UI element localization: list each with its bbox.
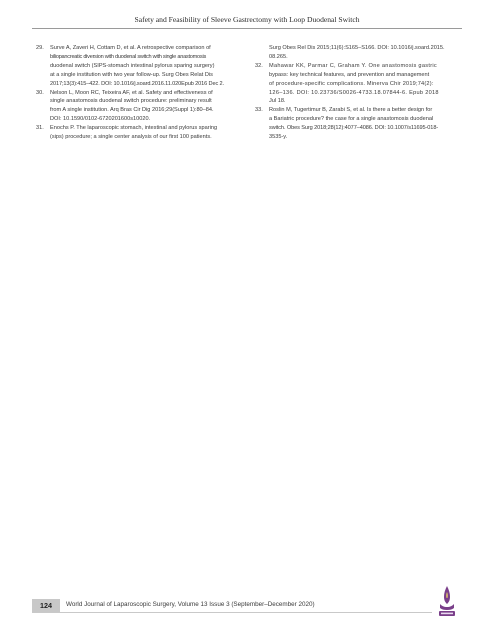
- reference-31: [36, 124, 238, 142]
- page-number: 124: [32, 599, 60, 612]
- reference-line: a Bariatric procedure? the case for a single anastomosis duodenal: [269, 116, 434, 123]
- header-divider: [32, 28, 462, 29]
- journal-citation: World Journal of Laparoscopic Surgery, Volume 13 Issue 3 (September–December 2020): [66, 601, 315, 608]
- reference-line: Enochs P. The laparoscopic stomach, intestinal and pylorus sparing: [50, 125, 218, 132]
- reference-number: 33.: [255, 107, 263, 114]
- reference-29: [36, 44, 238, 89]
- reference-number: 30.: [36, 89, 44, 96]
- reference-30: [36, 89, 238, 125]
- reference-column-left: [36, 44, 238, 142]
- reference-number: 31.: [36, 125, 44, 132]
- footer-divider: [32, 612, 432, 613]
- reference-line: Nelson L, Moon RC, Teixeira AF, et al. Safety and effectiveness of: [50, 89, 213, 96]
- reference-line: Jul 18.: [269, 98, 286, 105]
- reference-column-right: [255, 44, 463, 142]
- reference-line: at a single institution with two year follow-up. Surg Obes Relat Dis: [50, 71, 213, 78]
- reference-line: single anastomosis duodenal switch procedure: preliminary result: [50, 98, 212, 105]
- reference-line: 08.265.: [269, 53, 288, 60]
- reference-line: from A single institution. Arq Bras Cir Dig 2016;29(Suppl 1):80–84.: [50, 107, 214, 114]
- reference-line: (sips) procedure; a single center analysis of our first 100 patients.: [50, 134, 212, 141]
- reference-line: Surve A, Zaveri H, Cottam D, et al. A retrospective comparison of: [50, 45, 211, 51]
- reference-line: Roslin M, Tugertimur B, Zarabi S, et al. Is there a better design for: [269, 107, 433, 114]
- reference-32: [255, 62, 463, 107]
- reference-number: 29.: [36, 45, 44, 51]
- reference-line: Surg Obes Rel Dis 2015;11(6):S165–S166. DOI: 10.1016/j.soard.2015.: [269, 45, 445, 51]
- reference-line: 126–136. DOI: 10.23736/S0026-4733.18.07844-6. Epub 2018: [269, 89, 439, 96]
- reference-line: of procedure-specific complications. Minerva Chir 2019;74(2):: [269, 80, 434, 87]
- reference-line: DOI: 10.1590/0102-6720201600s10020.: [50, 116, 151, 123]
- running-header: Safety and Feasibility of Sleeve Gastrectomy with Loop Duodenal Switch: [134, 15, 360, 24]
- reference-number: 32.: [255, 62, 263, 69]
- reference-33: [255, 106, 463, 142]
- reference-31-continued: [255, 44, 463, 62]
- jaypee-publisher-logo-icon: [434, 584, 460, 618]
- reference-line: 2017;13(3):415–422. DOI: 10.1016/j.soard.2016.11.020Epub 2016 Dec 2.: [50, 80, 224, 87]
- reference-line: duodenal switch (SIPS-stomach intestinal pylorus sparing surgery): [50, 62, 215, 69]
- reference-line: bypass: key technical features, and prevention and management: [269, 71, 430, 78]
- reference-line: switch. Obes Surg 2018;28(12):4077–4086. DOI: 10.1007/s11695-018-: [269, 125, 439, 132]
- reference-line: 3535-y.: [269, 134, 288, 141]
- reference-line: biliopancreatic diversion with duodenal switch with single anastomosis: [50, 53, 206, 60]
- reference-line: Mahawar KK, Parmar C, Graham Y. One anastomosis gastric: [269, 62, 438, 69]
